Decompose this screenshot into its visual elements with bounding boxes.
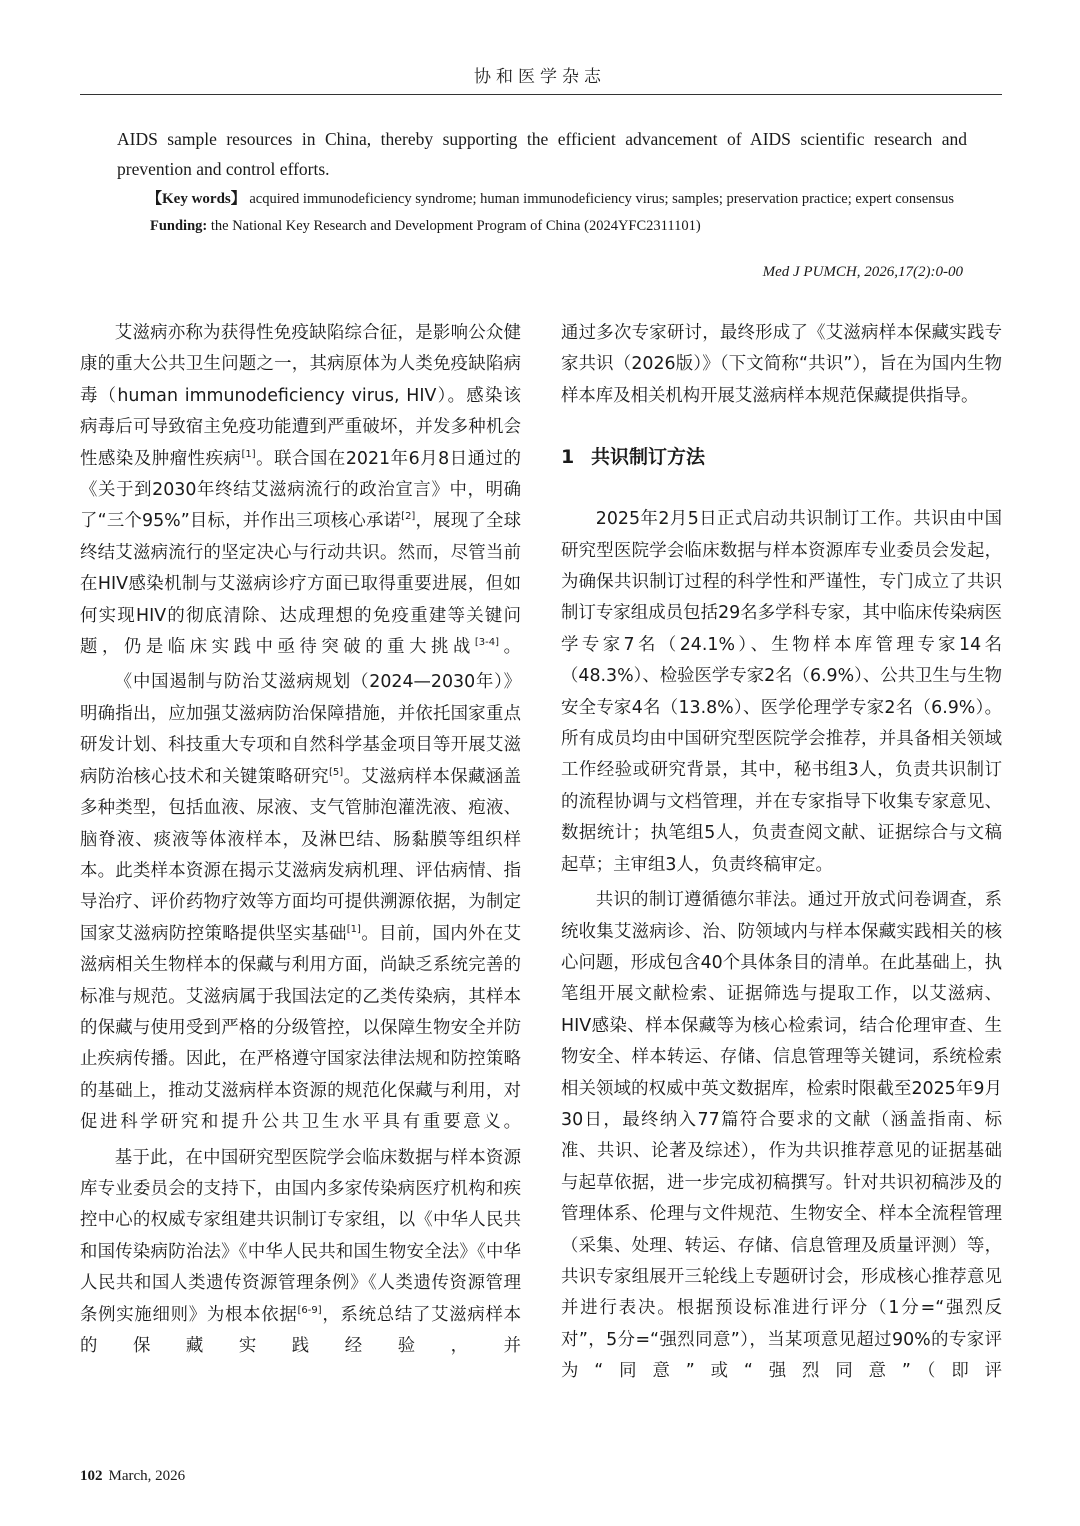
ref-link[interactable]: [6-9] — [297, 1304, 322, 1316]
citation: Med J PUMCH, 2026,17(2):0-00 — [762, 264, 963, 280]
text-run: 。目前，国内外在艾滋病相关生物样本的保藏与利用方面，尚缺乏系统完善的标准与规范。艾滋病属于我国法定的乙类传染病，其样本的保藏与使用受到严格的分级管控，以保障生物安全并防止疾病传播。因此，在严格遵守国家法律法规和防控策略的基础上，推动艾滋病样本资源的规范化保藏与利用，对促进科学研究和提升公共卫生水平具有重要意义。 — [80, 923, 521, 1133]
text-run: 。联合国在2021年6月8日通过的《关于到2030年终结艾滋病流行的政治宣言》中，明确了“三个95%”目标，并作出三项核心承诺 — [80, 448, 521, 532]
ref-link[interactable]: [3-4] — [474, 637, 500, 649]
funding — [117, 213, 967, 240]
paragraph-methods: 2025年2月5日正式启动共识制订工作。共识由中国研究型医院学会临床数据与样本资源库专业委员会发起，为确保共识制订过程的科学性和严谨性，专门成立了共识制订专家组成员包括29名多学科专家，其中临床传染病医学专家7名（24.1%）、生物样本库管理专家14名（48.3%）、检验医学专家2名（6.9%）、公共卫生与生物安全专家4名（13.8%）、医学伦理学专家2名（6.9%）。所有成员均由中国研究型医院学会推荐，并具备相关领域工作经验或研究背景，其中，秘书组3人，负责共识制订的流程协调与文档管理，并在专家指导下收集专家意见、数据统计；执笔组5人，负责查阅文献、证据综合与文稿起草；主审组3人，负责终稿审定。 — [561, 509, 1002, 875]
right-column — [561, 318, 1002, 1388]
ref-link[interactable]: [1] — [241, 448, 256, 460]
paragraph-basis — [80, 1143, 521, 1363]
paragraph-plan — [80, 667, 521, 1138]
paragraph-continued: 通过多次专家研讨，最终形成了《艾滋病样本保藏实践专家共识（2026版）》（下文简称“共识”），旨在为国内生物样本库及相关机构开展艾滋病样本规范保藏提供指导。 — [561, 323, 1002, 406]
keywords-label: 【Key words】 — [147, 191, 246, 207]
text-run: 。 — [499, 637, 521, 658]
ref-link[interactable]: [1] — [346, 923, 361, 935]
funding-label: Funding: — [150, 218, 208, 234]
ref-link[interactable]: [2] — [401, 511, 416, 523]
left-column — [80, 318, 521, 1362]
text-run: 艾滋病亦称为获得性免疫缺陷综合征，是影响公众健康的重大公共卫生问题之一，其病原体为人类免疫缺陷病毒（human immunodeficiency virus, HIV）。感染该病毒后可导致宿主免疫功能遭到严重破坏，并发多种机会性感染及肿瘤性疾病 — [80, 323, 521, 469]
abstract-ending: AIDS sample resources in China, thereby supporting the efficient advancement of AIDS scientific research and prevention and control efforts. — [117, 129, 967, 179]
journal-title: 协和医学杂志 — [474, 67, 606, 87]
issue-date: March, 2026 — [108, 1468, 186, 1484]
page-number: 102 — [80, 1468, 103, 1484]
text-run: 基于此，在中国研究型医院学会临床数据与样本资源库专业委员会的支持下，由国内多家传染病医疗机构和疾控中心的权威专家组建共识制订专家组，以《中华人民共和国传染病防治法》《中华人民共和国生物安全法》《中华人民共和国人类遗传资源管理条例》《人类遗传资源管理条例实施细则》为根本依据 — [80, 1147, 521, 1325]
paragraph-intro — [80, 318, 521, 663]
paragraph-delphi: 共识的制订遵循德尔菲法。通过开放式问卷调查，系统收集艾滋病诊、治、防领域内与样本保藏实践相关的核心问题，形成包含40个具体条目的清单。在此基础上，执笔组开展文献检索、证据筛选与提取工作，以艾滋病、HIV感染、样本保藏等为核心检索词，结合伦理审查、生物安全、样本转运、存储、信息管理等关键词，系统检索相关领域的权威中英文数据库，检索时限截至2025年9月30日，最终纳入77篇符合要求的文献（涵盖指南、标准、共识、论著及综述），作为共识推荐意见的证据基础与起草依据，进一步完成初稿撰写。针对共识初稿涉及的管理体系、伦理与文件规范、生物安全、样本全流程管理（采集、处理、转运、存储、信息管理及质量评测）等，共识专家组展开三轮线上专题研讨会，形成核心推荐意见并进行表决。根据预设标准进行评分（1分=“强烈反对”，5分=“强烈同意”），当某项意见超过90%的专家评为“同意”或“强烈同意”（即评 — [561, 890, 1002, 1382]
header-rule — [80, 94, 1002, 95]
page-footer — [80, 1468, 185, 1485]
keywords-text: acquired immunodeficiency syndrome; human immunodeficiency virus; samples; preservation practice; expert consensus — [249, 191, 955, 207]
keywords — [117, 186, 967, 213]
text-run: ，展现了全球终结艾滋病流行的坚定决心与行动共识。然而，尽管当前在HIV感染机制与艾滋病诊疗方面已取得重要进展，但如何实现HIV的彻底清除、达成理想的免疫重建等关键问题，仍是临床实践中亟待突破的重大挑战 — [80, 511, 521, 658]
section-heading — [561, 442, 1002, 472]
text-run: 。艾滋病样本保藏涵盖多种类型，包括血液、尿液、支气管肺泡灌洗液、疱液、脑脊液、痰液等体液样本，及淋巴结、肠黏膜等组织样本。此类样本资源在揭示艾滋病发病机理、评估病情、指导治疗、评价药物疗效等方面均可提供溯源依据，为制定国家艾滋病防控策略提供坚实基础 — [80, 766, 521, 944]
text-run: ，系统总结了艾滋病样本的保藏实践经验，并 — [80, 1304, 521, 1356]
funding-text: the National Key Research and Development Program of China (2024YFC2311101) — [210, 218, 701, 234]
ref-link[interactable]: [5] — [328, 766, 344, 778]
abstract-block — [117, 124, 967, 240]
text-run: 《中国遏制与防治艾滋病规划（2024—2030年）》明确指出，应加强艾滋病防治保障措施，并依托国家重点研发计划、科技重大专项和自然科学基金项目等开展艾滋病防治核心技术和关键策略研究 — [80, 672, 521, 787]
section-number: 1 — [561, 446, 575, 469]
section-title: 共识制订方法 — [591, 446, 706, 469]
